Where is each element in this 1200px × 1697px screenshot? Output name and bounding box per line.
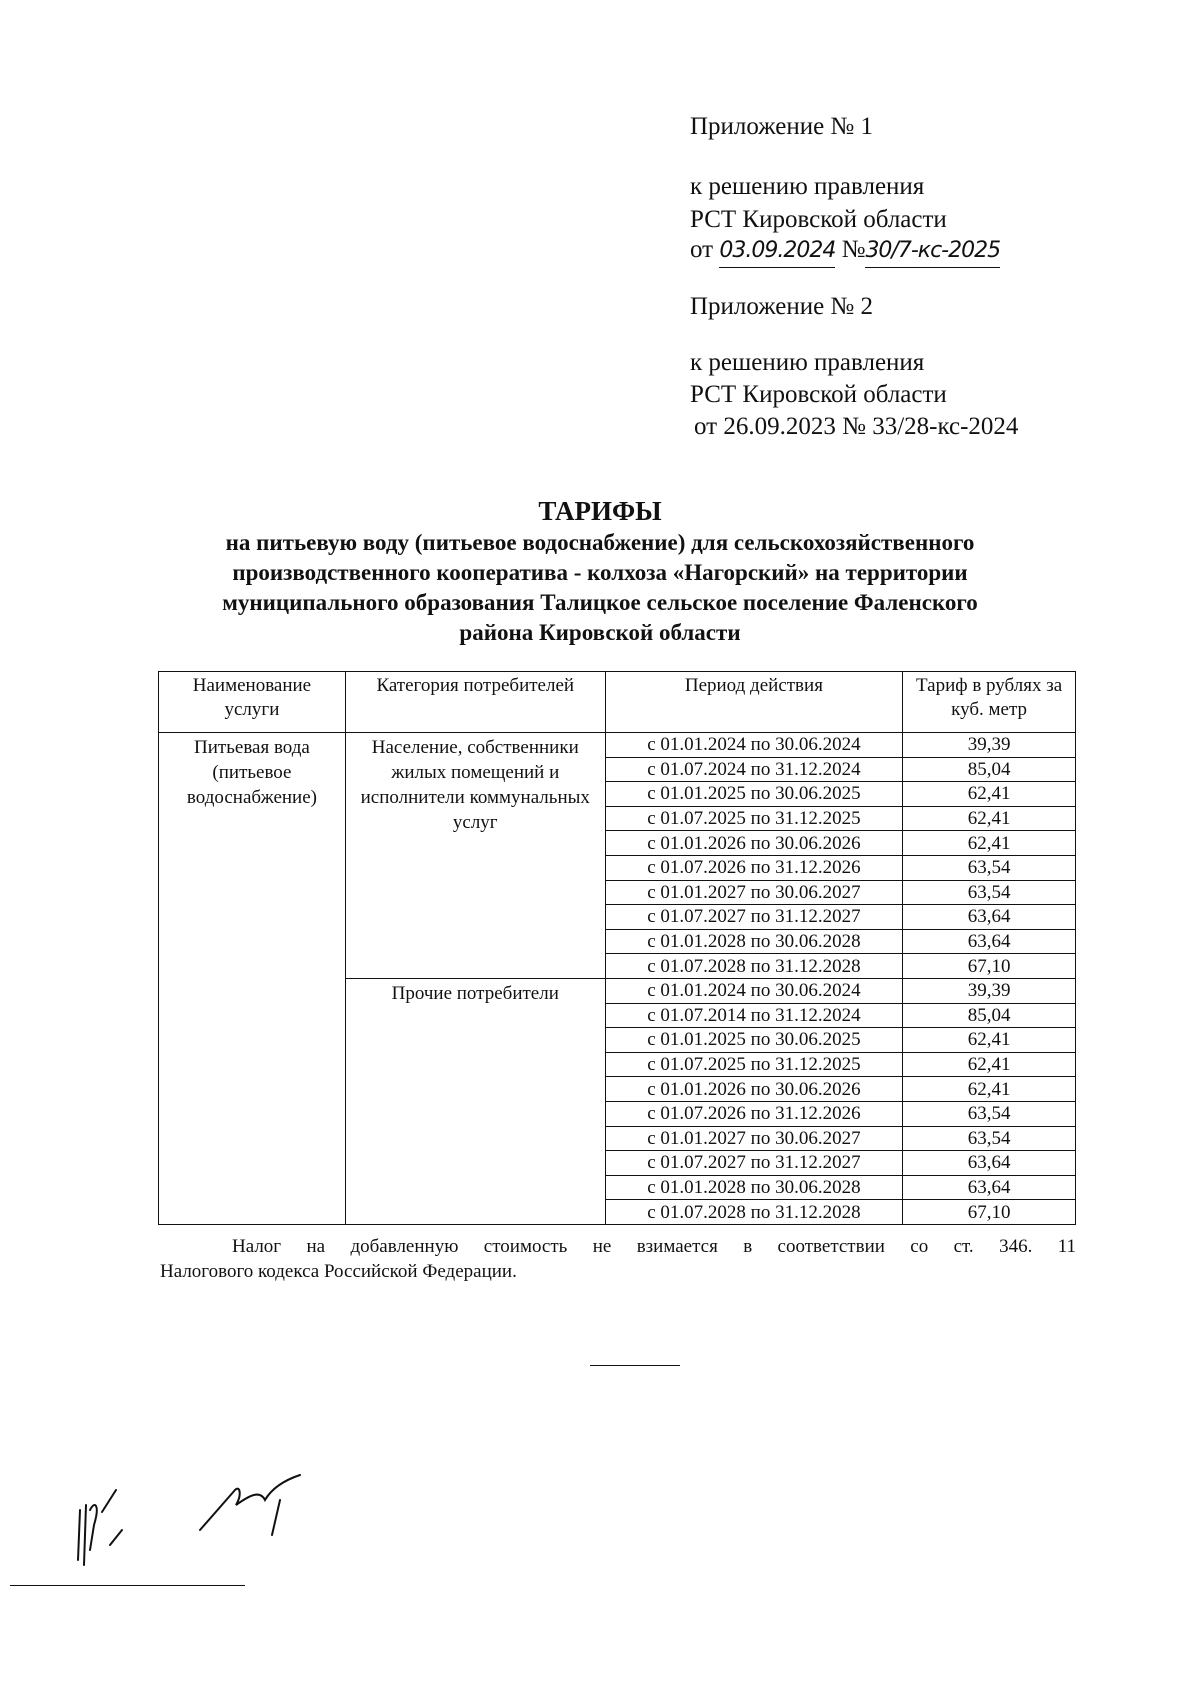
header-tariff: Тариф в рублях за куб. метр <box>903 672 1076 733</box>
annex2-line2: РСТ Кировской области <box>690 381 947 408</box>
annex2-line3: от 26.09.2023 № 33/28-кс-2024 <box>694 413 1019 440</box>
period-cell: с 01.01.2025 по 30.06.2025 <box>605 1028 903 1053</box>
period-cell: с 01.01.2026 по 30.06.2026 <box>605 1077 903 1102</box>
vat-note-line: Налог на добавленную стоимость не взимается в соответствии со ст. 346. 11 <box>232 1236 1076 1257</box>
period-cell: с 01.07.2027 по 31.12.2027 <box>605 1151 903 1176</box>
period-cell: с 01.07.2026 по 31.12.2026 <box>605 855 903 880</box>
tariff-cell: 62,41 <box>903 1052 1076 1077</box>
period-cell: с 01.07.2027 по 31.12.2027 <box>605 905 903 930</box>
tariff-cell: 62,41 <box>903 1028 1076 1053</box>
period-cell: с 01.07.2025 по 31.12.2025 <box>605 1052 903 1077</box>
tariff-cell: 63,54 <box>903 1126 1076 1151</box>
period-cell: с 01.01.2024 по 30.06.2024 <box>605 978 903 1003</box>
period-cell: с 01.01.2025 по 30.06.2025 <box>605 782 903 807</box>
document-title: ТАРИФЫ <box>538 496 662 526</box>
service-name-cell: Питьевая вода (питьевое водоснабжение) <box>159 733 346 1225</box>
period-cell: с 01.07.2028 по 31.12.2028 <box>605 1200 903 1225</box>
tariff-cell: 63,64 <box>903 905 1076 930</box>
category-cell: Прочие потребители <box>345 978 605 1224</box>
signature-line <box>10 1585 245 1586</box>
tariff-table <box>158 671 1076 1225</box>
category-cell: Население, собственники жилых помещений и исполнители коммунальных услуг <box>345 733 605 979</box>
period-cell: с 01.01.2027 по 30.06.2027 <box>605 880 903 905</box>
period-cell: с 01.07.2024 по 31.12.2024 <box>605 757 903 782</box>
period-cell: с 01.01.2028 по 30.06.2028 <box>605 929 903 954</box>
handwritten-date: 03.09.2024 <box>719 234 835 268</box>
period-cell: с 01.07.2028 по 31.12.2028 <box>605 954 903 979</box>
header-period: Период действия <box>605 672 903 733</box>
tariff-cell: 63,64 <box>903 1175 1076 1200</box>
annex2-title: Приложение № 2 <box>690 293 874 320</box>
tariff-cell: 62,41 <box>903 1077 1076 1102</box>
document-subtitle <box>100 528 1100 648</box>
end-divider <box>590 1365 680 1366</box>
number-sign: № <box>841 236 866 263</box>
tariff-cell: 63,64 <box>903 1151 1076 1176</box>
annex1-line2: РСТ Кировской области <box>690 206 947 233</box>
table-row <box>159 733 1076 758</box>
tariff-cell: 85,04 <box>903 757 1076 782</box>
tariff-cell: 62,41 <box>903 782 1076 807</box>
tariff-cell: 85,04 <box>903 1003 1076 1028</box>
signature-2 <box>200 1475 300 1535</box>
vat-note-line: Налогового кодекса Российской Федерации. <box>160 1261 517 1282</box>
ref-prefix: от <box>690 236 714 263</box>
period-cell: с 01.07.2014 по 31.12.2024 <box>605 1003 903 1028</box>
annex1-line1: к решению правления <box>690 173 925 200</box>
period-cell: с 01.01.2028 по 30.06.2028 <box>605 1175 903 1200</box>
tariff-cell: 63,64 <box>903 929 1076 954</box>
tariff-cell: 67,10 <box>903 954 1076 979</box>
vat-note <box>160 1234 1076 1284</box>
handwritten-number: 30/7-кс-2025 <box>865 234 1000 268</box>
header-service: Наименование услуги <box>159 672 346 733</box>
tariff-cell: 63,54 <box>903 1101 1076 1126</box>
subtitle-line: производственного кооператива - колхоза «Нагорский» на территории <box>232 560 968 585</box>
tariff-cell: 67,10 <box>903 1200 1076 1225</box>
signature-1 <box>78 1490 122 1565</box>
subtitle-line: на питьевую воду (питьевое водоснабжение) для сельскохозяйственного <box>225 530 975 555</box>
period-cell: с 01.07.2026 по 31.12.2026 <box>605 1101 903 1126</box>
annex1-ref <box>690 233 1000 268</box>
tariff-cell: 39,39 <box>903 978 1076 1003</box>
subtitle-line: муниципального образования Талицкое сельское поселение Фаленского <box>222 590 978 615</box>
period-cell: с 01.01.2026 по 30.06.2026 <box>605 831 903 856</box>
period-cell: с 01.07.2025 по 31.12.2025 <box>605 806 903 831</box>
subtitle-line: района Кировской области <box>459 620 741 645</box>
annex1-title: Приложение № 1 <box>690 113 874 140</box>
period-cell: с 01.01.2027 по 30.06.2027 <box>605 1126 903 1151</box>
tariff-cell: 63,54 <box>903 855 1076 880</box>
tariff-cell: 63,54 <box>903 880 1076 905</box>
tariff-cell: 39,39 <box>903 733 1076 758</box>
tariff-cell: 62,41 <box>903 806 1076 831</box>
header-category: Категория потребителей <box>345 672 605 733</box>
period-cell: с 01.01.2024 по 30.06.2024 <box>605 733 903 758</box>
signatures <box>50 1450 330 1590</box>
tariff-cell: 62,41 <box>903 831 1076 856</box>
annex2-line1: к решению правления <box>690 349 925 376</box>
